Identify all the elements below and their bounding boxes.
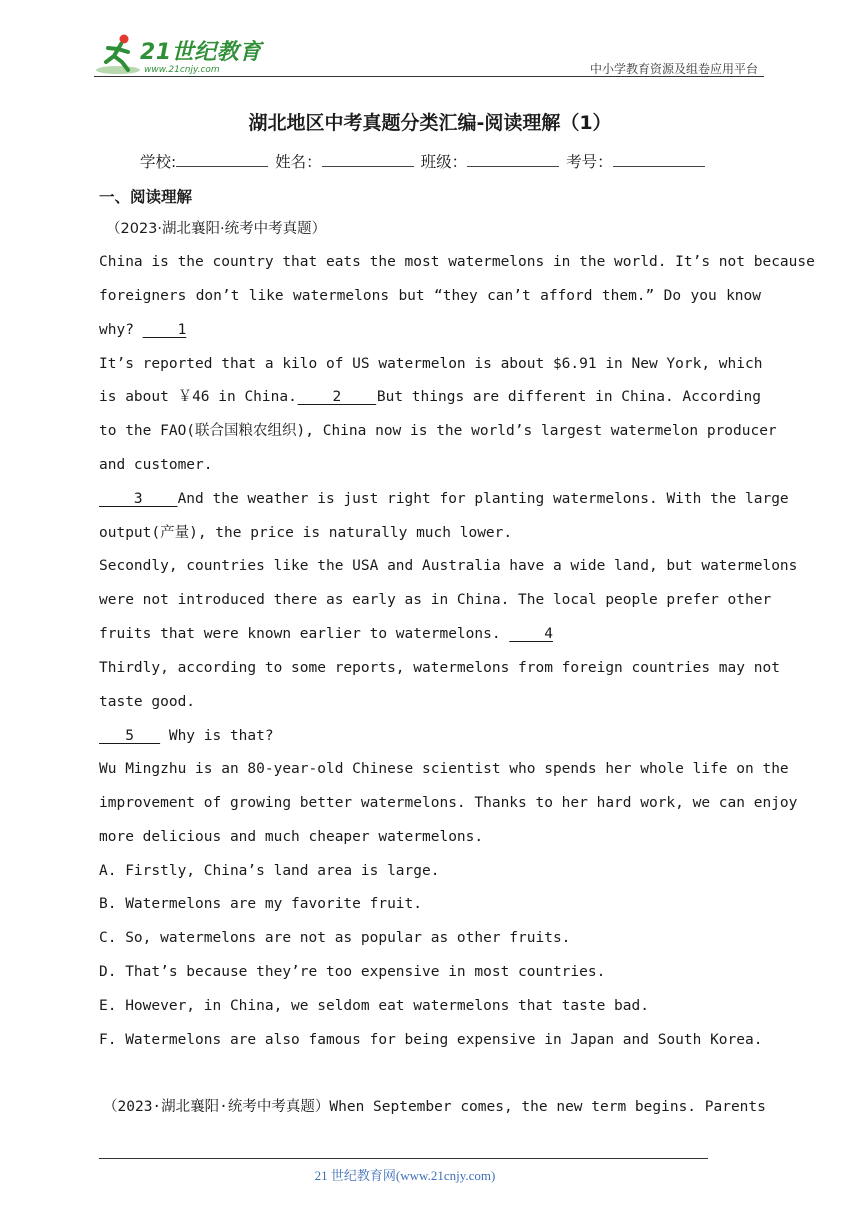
name-label: 姓名：	[275, 153, 322, 171]
student-info-row	[140, 150, 707, 172]
option-f[interactable]: F. Watermelons are also famous for being expensive in Japan and South Korea.	[99, 1032, 763, 1048]
number-label: 考号：	[566, 153, 613, 171]
name-blank[interactable]	[322, 152, 414, 167]
runner-logo-icon	[94, 32, 142, 76]
passage-line: foreigners don’t like watermelons but “they can’t afford them.” Do you know	[99, 288, 761, 304]
logo-text: 21世纪教育	[140, 40, 262, 65]
passage-line: to the FAO(联合国粮农组织), China now is the world’s largest watermelon producer	[99, 423, 777, 439]
passage-text: why?	[99, 322, 134, 338]
passage-line	[99, 320, 761, 340]
passage-line	[99, 387, 761, 407]
answer-blank-4[interactable]: 4	[509, 626, 553, 642]
passage-line: more delicious and much cheaper watermelons.	[99, 829, 484, 845]
passage-line	[99, 489, 789, 509]
section-heading: 一、阅读理解	[99, 188, 193, 206]
passage-line	[99, 726, 761, 746]
class-blank[interactable]	[467, 152, 559, 167]
passage-line: output(产量), the price is naturally much lower.	[99, 525, 513, 541]
source-citation: （2023·湖北襄阳·统考中考真题）	[106, 221, 327, 237]
school-blank[interactable]	[176, 152, 268, 167]
next-passage-line: （2023·湖北襄阳·统考中考真题）When September comes, the new term begins. Parents	[103, 1099, 766, 1115]
passage-text: Why is that?	[168, 728, 274, 744]
footer-link[interactable]: 21 世纪教育网(www.21cnjy.com)	[314, 1168, 496, 1183]
passage-line: Secondly, countries like the USA and Australia have a wide land, but watermelons	[99, 558, 798, 574]
platform-name: 中小学教育资源及组卷应用平台	[589, 62, 758, 76]
passage-line: taste good.	[99, 694, 196, 710]
passage-line: Wu Mingzhu is an 80-year-old Chinese scientist who spends her whole life on the	[99, 761, 789, 777]
passage-line: It’s reported that a kilo of US watermelon is about $6.91 in New York, which	[99, 356, 763, 372]
option-e[interactable]: E. However, in China, we seldom eat watermelons that taste bad.	[99, 998, 649, 1014]
passage-text: But things are different in China. According	[376, 389, 761, 405]
site-logo[interactable]	[94, 32, 264, 76]
passage-text: fruits that were known earlier to watermelons.	[99, 626, 501, 642]
passage-line: improvement of growing better watermelons. Thanks to her hard work, we can enjoy	[99, 795, 798, 811]
logo-url: www.21cnjy.com	[144, 65, 220, 75]
number-blank[interactable]	[613, 152, 705, 167]
class-label: 班级：	[420, 153, 468, 171]
answer-blank-2[interactable]: 2	[297, 389, 377, 405]
page-header	[94, 30, 764, 78]
passage-line: were not introduced there as early as in China. The local people prefer other	[99, 592, 772, 608]
passage-line: China is the country that eats the most watermelons in the world. It’s not because	[99, 254, 815, 270]
answer-blank-5[interactable]: 5	[99, 728, 161, 744]
passage-line	[99, 624, 761, 644]
footer-divider	[99, 1158, 708, 1159]
header-divider	[94, 76, 764, 77]
option-d[interactable]: D. That’s because they’re too expensive in most countries.	[99, 964, 606, 980]
option-a[interactable]: A. Firstly, China’s land area is large.	[99, 863, 440, 879]
passage-text: And the weather is just right for planting watermelons. With the large	[177, 491, 789, 507]
passage-line: Thirdly, according to some reports, watermelons from foreign countries may not	[99, 660, 780, 676]
passage-line: and customer.	[99, 457, 213, 473]
passage-text: is about ￥46 in China.	[99, 389, 297, 405]
answer-blank-3[interactable]: 3	[99, 491, 178, 507]
option-c[interactable]: C. So, watermelons are not as popular as other fruits.	[99, 930, 571, 946]
answer-blank-1[interactable]: 1	[142, 322, 187, 338]
page-title: 湖北地区中考真题分类汇编-阅读理解（1）	[248, 112, 612, 134]
school-label: 学校:	[140, 153, 177, 171]
option-b[interactable]: B. Watermelons are my favorite fruit.	[99, 896, 423, 912]
